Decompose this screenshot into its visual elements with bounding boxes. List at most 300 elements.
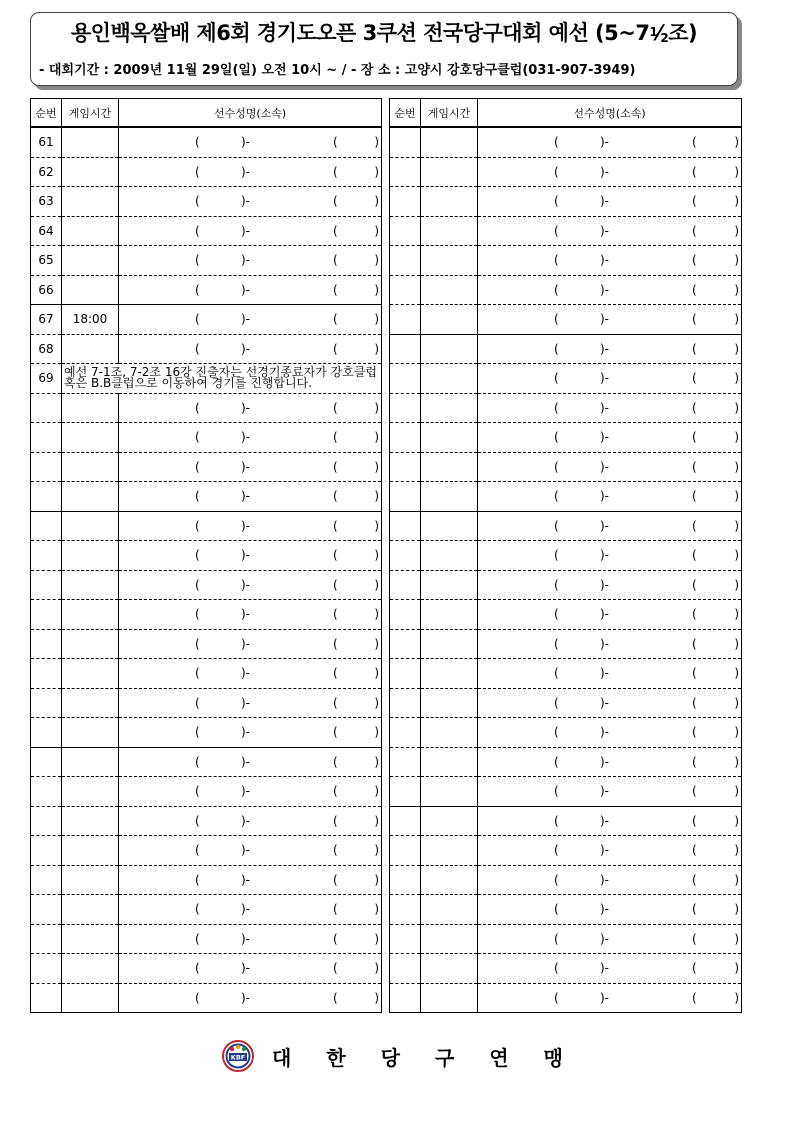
paren-mark: (: [692, 990, 697, 1005]
paren-mark: ): [374, 931, 379, 946]
table-row: [31, 393, 382, 423]
game-time: [421, 570, 478, 600]
table-row: [390, 157, 742, 187]
game-time: [421, 364, 478, 394]
paren-mark: ): [374, 843, 379, 858]
paren-mark: ): [734, 164, 739, 179]
title-end: 조): [668, 21, 698, 45]
paren-mark: ): [374, 990, 379, 1005]
table-row: [31, 954, 382, 984]
paren-mark: ): [374, 459, 379, 474]
table-row: [31, 541, 382, 571]
player-cell: [119, 983, 382, 1013]
player-cell: [478, 600, 742, 630]
paren-mark: )-: [241, 135, 251, 150]
table-row: [31, 865, 382, 895]
paren-mark: (: [195, 430, 200, 445]
paren-mark: ): [734, 725, 739, 740]
table-row: [31, 924, 382, 954]
paren-mark: )-: [600, 931, 610, 946]
table-row: [390, 246, 742, 276]
row-number: [390, 216, 421, 246]
player-cell: [478, 806, 742, 836]
row-number: [31, 570, 62, 600]
paren-mark: )-: [600, 194, 610, 209]
table-row: [31, 157, 382, 187]
player-cell: [119, 275, 382, 305]
paren-mark: (: [554, 607, 559, 622]
paren-mark: (: [333, 282, 338, 297]
player-cell: [478, 187, 742, 217]
schedule-table-left: [30, 98, 382, 1013]
paren-mark: (: [333, 990, 338, 1005]
game-time: [421, 806, 478, 836]
table-row: [31, 275, 382, 305]
table-row: [390, 865, 742, 895]
paren-mark: ): [374, 548, 379, 563]
table-row: [390, 452, 742, 482]
game-time: [421, 954, 478, 984]
game-time: [421, 659, 478, 689]
paren-mark: )-: [241, 341, 251, 356]
paren-mark: (: [554, 518, 559, 533]
paren-mark: )-: [600, 813, 610, 828]
paren-mark: ): [734, 695, 739, 710]
paren-mark: (: [554, 813, 559, 828]
paren-mark: ): [374, 784, 379, 799]
paren-mark: ): [734, 931, 739, 946]
paren-mark: (: [195, 459, 200, 474]
paren-mark: ): [374, 666, 379, 681]
paren-mark: (: [692, 872, 697, 887]
paren-mark: ): [374, 223, 379, 238]
paren-mark: )-: [600, 371, 610, 386]
game-time: [421, 452, 478, 482]
table-row: [390, 482, 742, 512]
paren-mark: (: [195, 164, 200, 179]
table-row: [390, 747, 742, 777]
paren-mark: )-: [600, 164, 610, 179]
paren-mark: ): [374, 813, 379, 828]
paren-mark: (: [333, 312, 338, 327]
row-number: [31, 659, 62, 689]
paren-mark: )-: [241, 548, 251, 563]
game-time: [62, 806, 119, 836]
player-cell: [478, 275, 742, 305]
paren-mark: ): [374, 164, 379, 179]
player-cell: [478, 127, 742, 157]
paren-mark: (: [333, 695, 338, 710]
player-cell: [119, 895, 382, 925]
game-time: [62, 629, 119, 659]
paren-mark: ): [734, 400, 739, 415]
game-time: [421, 688, 478, 718]
player-cell: [119, 541, 382, 571]
row-number: [390, 924, 421, 954]
paren-mark: )-: [600, 312, 610, 327]
paren-mark: (: [333, 666, 338, 681]
game-time: [62, 393, 119, 423]
paren-mark: (: [692, 282, 697, 297]
paren-mark: (: [554, 341, 559, 356]
game-time: [62, 777, 119, 807]
paren-mark: (: [333, 400, 338, 415]
player-cell: [478, 836, 742, 866]
player-cell: [478, 423, 742, 453]
table-row: [31, 806, 382, 836]
player-cell: [119, 570, 382, 600]
row-number: 68: [31, 334, 62, 364]
paren-mark: (: [692, 489, 697, 504]
player-cell: [119, 511, 382, 541]
table-row: [390, 836, 742, 866]
paren-mark: (: [554, 902, 559, 917]
paren-mark: (: [333, 135, 338, 150]
paren-mark: ): [374, 282, 379, 297]
row-number: [390, 600, 421, 630]
page-title: 용인백옥쌀배 제6회 경기도오픈 3쿠션 전국당구대회 예선 (5~71⁄2조): [70, 21, 698, 45]
table-row: [31, 777, 382, 807]
player-cell: [119, 246, 382, 276]
table-row: [31, 305, 382, 335]
paren-mark: (: [692, 341, 697, 356]
game-time: [421, 924, 478, 954]
game-time: [62, 127, 119, 157]
paren-mark: (: [692, 843, 697, 858]
row-number: [390, 452, 421, 482]
paren-mark: ): [374, 400, 379, 415]
game-time: [62, 452, 119, 482]
paren-mark: )-: [241, 813, 251, 828]
paren-mark: ): [734, 754, 739, 769]
paren-mark: (: [333, 518, 338, 533]
paren-mark: (: [195, 695, 200, 710]
paren-mark: )-: [241, 223, 251, 238]
player-cell: [478, 246, 742, 276]
paren-mark: (: [195, 902, 200, 917]
table-row: [390, 895, 742, 925]
paren-mark: )-: [241, 725, 251, 740]
paren-mark: (: [195, 341, 200, 356]
player-cell: [119, 836, 382, 866]
paren-mark: )-: [600, 961, 610, 976]
game-time: [62, 246, 119, 276]
player-cell: [478, 659, 742, 689]
paren-mark: (: [554, 400, 559, 415]
game-time: [421, 777, 478, 807]
title-frac-den: 2: [660, 31, 669, 45]
paren-mark: (: [692, 400, 697, 415]
row-number: [31, 452, 62, 482]
game-time: [421, 157, 478, 187]
game-time: [62, 511, 119, 541]
game-time: [62, 187, 119, 217]
paren-mark: (: [692, 430, 697, 445]
player-cell: [478, 924, 742, 954]
paren-mark: )-: [241, 253, 251, 268]
paren-mark: ): [374, 961, 379, 976]
paren-mark: ): [734, 253, 739, 268]
table-row: [390, 629, 742, 659]
table-row: [31, 600, 382, 630]
table-row: [390, 718, 742, 748]
paren-mark: ): [374, 489, 379, 504]
paren-mark: (: [554, 754, 559, 769]
paren-mark: (: [195, 813, 200, 828]
title-box: [30, 12, 738, 86]
paren-mark: )-: [241, 990, 251, 1005]
table-row: [31, 127, 382, 157]
paren-mark: ): [734, 548, 739, 563]
paren-mark: ): [734, 784, 739, 799]
paren-mark: (: [195, 282, 200, 297]
paren-mark: (: [195, 843, 200, 858]
paren-mark: )-: [600, 725, 610, 740]
paren-mark: (: [195, 754, 200, 769]
paren-mark: (: [692, 459, 697, 474]
player-cell: [119, 865, 382, 895]
game-time: [421, 127, 478, 157]
paren-mark: )-: [600, 577, 610, 592]
paren-mark: (: [195, 253, 200, 268]
paren-mark: (: [333, 430, 338, 445]
paren-mark: (: [554, 636, 559, 651]
game-time: [62, 216, 119, 246]
paren-mark: (: [195, 961, 200, 976]
game-time: [421, 334, 478, 364]
paren-mark: (: [692, 135, 697, 150]
paren-mark: )-: [241, 902, 251, 917]
paren-mark: )-: [241, 194, 251, 209]
table-row: [31, 511, 382, 541]
paren-mark: (: [692, 223, 697, 238]
row-number: [390, 511, 421, 541]
paren-mark: (: [692, 577, 697, 592]
paren-mark: )-: [241, 282, 251, 297]
row-number: [31, 924, 62, 954]
table-row: [31, 895, 382, 925]
row-number: [31, 954, 62, 984]
paren-mark: (: [692, 902, 697, 917]
paren-mark: (: [692, 518, 697, 533]
player-cell: [119, 806, 382, 836]
table-row: [390, 806, 742, 836]
row-number: [390, 482, 421, 512]
row-number: [31, 747, 62, 777]
paren-mark: ): [374, 725, 379, 740]
paren-mark: )-: [600, 400, 610, 415]
paren-mark: )-: [600, 341, 610, 356]
player-cell: [478, 570, 742, 600]
game-time: [62, 718, 119, 748]
game-time: [62, 924, 119, 954]
paren-mark: )-: [600, 902, 610, 917]
game-time: [421, 216, 478, 246]
paren-mark: )-: [241, 518, 251, 533]
row-number: [31, 865, 62, 895]
paren-mark: (: [195, 223, 200, 238]
game-time: 18:00: [62, 305, 119, 335]
game-time: [421, 865, 478, 895]
federation-logo-icon: [222, 1040, 254, 1072]
row-number: [390, 334, 421, 364]
schedule-tables: [30, 98, 742, 1018]
table-row: [31, 983, 382, 1013]
paren-mark: )-: [241, 164, 251, 179]
paren-mark: ): [374, 902, 379, 917]
row-number: [390, 983, 421, 1013]
paren-mark: )-: [600, 784, 610, 799]
row-number: [390, 659, 421, 689]
paren-mark: ): [734, 194, 739, 209]
player-cell: [119, 423, 382, 453]
paren-mark: (: [333, 725, 338, 740]
paren-mark: )-: [241, 872, 251, 887]
paren-mark: (: [195, 990, 200, 1005]
paren-mark: (: [554, 253, 559, 268]
player-cell: [119, 334, 382, 364]
game-time: [421, 423, 478, 453]
table-row: [31, 187, 382, 217]
row-number: 63: [31, 187, 62, 217]
paren-mark: ): [734, 577, 739, 592]
row-number: 67: [31, 305, 62, 335]
paren-mark: ): [734, 518, 739, 533]
game-time: [421, 836, 478, 866]
paren-mark: ): [734, 990, 739, 1005]
paren-mark: )-: [241, 843, 251, 858]
table-row: [390, 216, 742, 246]
row-number: [390, 806, 421, 836]
game-time: [62, 275, 119, 305]
paren-mark: (: [333, 194, 338, 209]
row-number: 62: [31, 157, 62, 187]
paren-mark: )-: [241, 459, 251, 474]
col-header-time: 게임시간: [421, 99, 478, 128]
row-number: [390, 127, 421, 157]
paren-mark: ): [734, 223, 739, 238]
game-time: [62, 983, 119, 1013]
paren-mark: )-: [241, 754, 251, 769]
player-cell: [478, 777, 742, 807]
game-time: [62, 541, 119, 571]
table-row: [31, 659, 382, 689]
col-header-player: 선수성명(소속): [478, 99, 742, 128]
paren-mark: (: [692, 695, 697, 710]
player-cell: [119, 127, 382, 157]
table-row: [31, 718, 382, 748]
row-number: [31, 836, 62, 866]
paren-mark: ): [734, 843, 739, 858]
row-number: [390, 393, 421, 423]
paren-mark: (: [554, 371, 559, 386]
row-number: [390, 954, 421, 984]
paren-mark: ): [734, 430, 739, 445]
row-number: [390, 364, 421, 394]
paren-mark: )-: [600, 223, 610, 238]
paren-mark: (: [333, 636, 338, 651]
game-time: [421, 541, 478, 571]
paren-mark: ): [374, 135, 379, 150]
paren-mark: (: [554, 459, 559, 474]
paren-mark: )-: [241, 400, 251, 415]
game-time: [421, 275, 478, 305]
game-time: [421, 246, 478, 276]
paren-mark: ): [374, 695, 379, 710]
paren-mark: (: [333, 548, 338, 563]
paren-mark: )-: [241, 577, 251, 592]
paren-mark: )-: [241, 489, 251, 504]
row-number: [390, 305, 421, 335]
player-cell: [478, 954, 742, 984]
player-cell: [119, 747, 382, 777]
paren-mark: (: [333, 341, 338, 356]
paren-mark: (: [554, 194, 559, 209]
table-row: [390, 600, 742, 630]
paren-mark: (: [333, 902, 338, 917]
paren-mark: (: [195, 784, 200, 799]
paren-mark: ): [734, 312, 739, 327]
paren-mark: ): [734, 459, 739, 474]
table-row: [390, 659, 742, 689]
row-number: [31, 423, 62, 453]
table-row: [390, 423, 742, 453]
row-number: [390, 541, 421, 571]
player-cell: [478, 541, 742, 571]
paren-mark: (: [333, 961, 338, 976]
table-row: [390, 688, 742, 718]
row-number: [390, 718, 421, 748]
event-info: - 대회기간 : 2009년 11월 29일(일) 오전 10시 ~ / - 장 소 : 고양시 강호당구클럽(031-907-3949): [39, 63, 636, 78]
row-number: 65: [31, 246, 62, 276]
game-time: [421, 718, 478, 748]
paren-mark: ): [374, 872, 379, 887]
paren-mark: )-: [600, 430, 610, 445]
paren-mark: )-: [600, 872, 610, 887]
paren-mark: )-: [600, 518, 610, 533]
table-row: [31, 629, 382, 659]
paren-mark: )-: [600, 636, 610, 651]
paren-mark: ): [734, 666, 739, 681]
table-row: [390, 777, 742, 807]
game-time: [62, 570, 119, 600]
paren-mark: (: [195, 636, 200, 651]
game-time: [62, 954, 119, 984]
paren-mark: ): [734, 282, 739, 297]
svg-text:KBF: KBF: [230, 1053, 246, 1062]
player-cell: [478, 718, 742, 748]
paren-mark: (: [195, 577, 200, 592]
player-cell: [119, 216, 382, 246]
paren-mark: )-: [241, 961, 251, 976]
paren-mark: )-: [241, 666, 251, 681]
paren-mark: (: [195, 312, 200, 327]
game-time: [421, 747, 478, 777]
paren-mark: (: [195, 400, 200, 415]
table-row: [31, 482, 382, 512]
paren-mark: ): [374, 194, 379, 209]
paren-mark: ): [734, 489, 739, 504]
game-time: [62, 688, 119, 718]
paren-mark: (: [554, 430, 559, 445]
paren-mark: (: [554, 931, 559, 946]
game-time: [421, 187, 478, 217]
row-number: 61: [31, 127, 62, 157]
row-number: [390, 688, 421, 718]
row-number: [390, 570, 421, 600]
paren-mark: (: [333, 489, 338, 504]
game-time: [62, 423, 119, 453]
